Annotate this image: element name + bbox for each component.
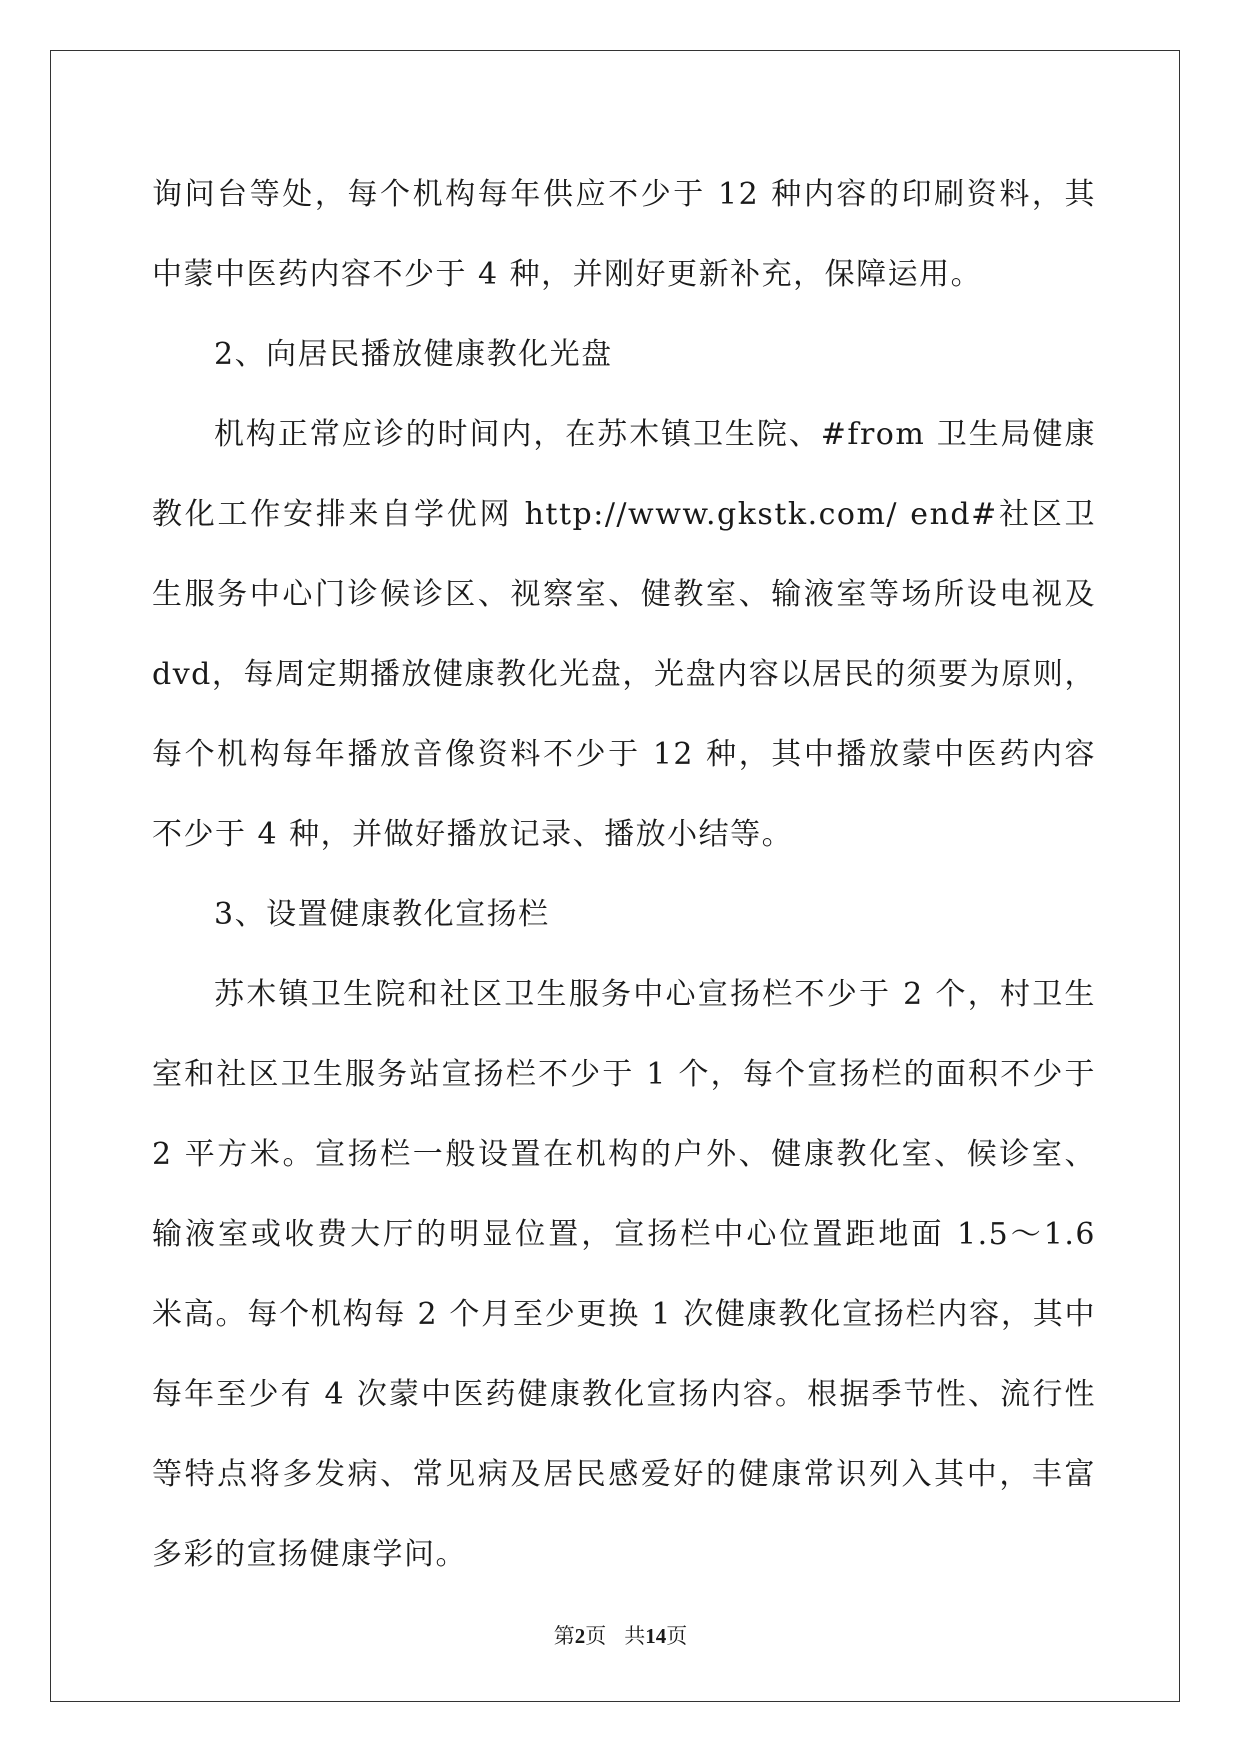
page-number: 2 — [574, 1624, 586, 1648]
page-footer — [0, 1620, 1241, 1650]
paragraph: 苏木镇卫生院和社区卫生服务中心宣扬栏不少于 2 个，村卫生室和社区卫生服务站宣扬栏不少于 1 个，每个宣扬栏的面积不少于 2 平方米。宣扬栏一般设置在机构的户外、健康教化室、候诊室、输液室或收费大厅的明显位置，宣扬栏中心位置距地面 1.5～1.6 米高。每个机构每 2 个月至少更换 1 次健康教化宣扬栏内容，其中每年至少有 4 次蒙中医药健康教化宣扬内容。根据季节性、流行性等特点将多发病、常见病及居民感爱好的健康常识列入其中，丰富多彩的宣扬健康学问。 — [152, 977, 1096, 1572]
total-prefix: 共 — [624, 1624, 646, 1648]
page-prefix: 第 — [553, 1624, 575, 1648]
section-heading: 2、向居民播放健康教化光盘 — [214, 337, 613, 372]
document-body — [152, 155, 1096, 1595]
page-suffix: 页 — [585, 1624, 607, 1648]
section-heading: 3、设置健康教化宣扬栏 — [214, 897, 550, 932]
total-suffix: 页 — [666, 1624, 688, 1648]
paragraph: 询问台等处，每个机构每年供应不少于 12 种内容的印刷资料，其中蒙中医药内容不少于 4 种，并刚好更新补充，保障运用。 — [152, 177, 1096, 292]
paragraph: 机构正常应诊的时间内，在苏木镇卫生院、#from 卫生局健康教化工作安排来自学优网 http://www.gkstk.com/ end#社区卫生服务中心门诊候诊区、视察室、健教室、输液室等场所设电视及 dvd，每周定期播放健康教化光盘，光盘内容以居民的须要为原则，每个机构每年播放音像资料不少于 12 种，其中播放蒙中医药内容不少于 4 种，并做好播放记录、播放小结等。 — [152, 417, 1096, 852]
total-pages: 14 — [645, 1624, 667, 1648]
